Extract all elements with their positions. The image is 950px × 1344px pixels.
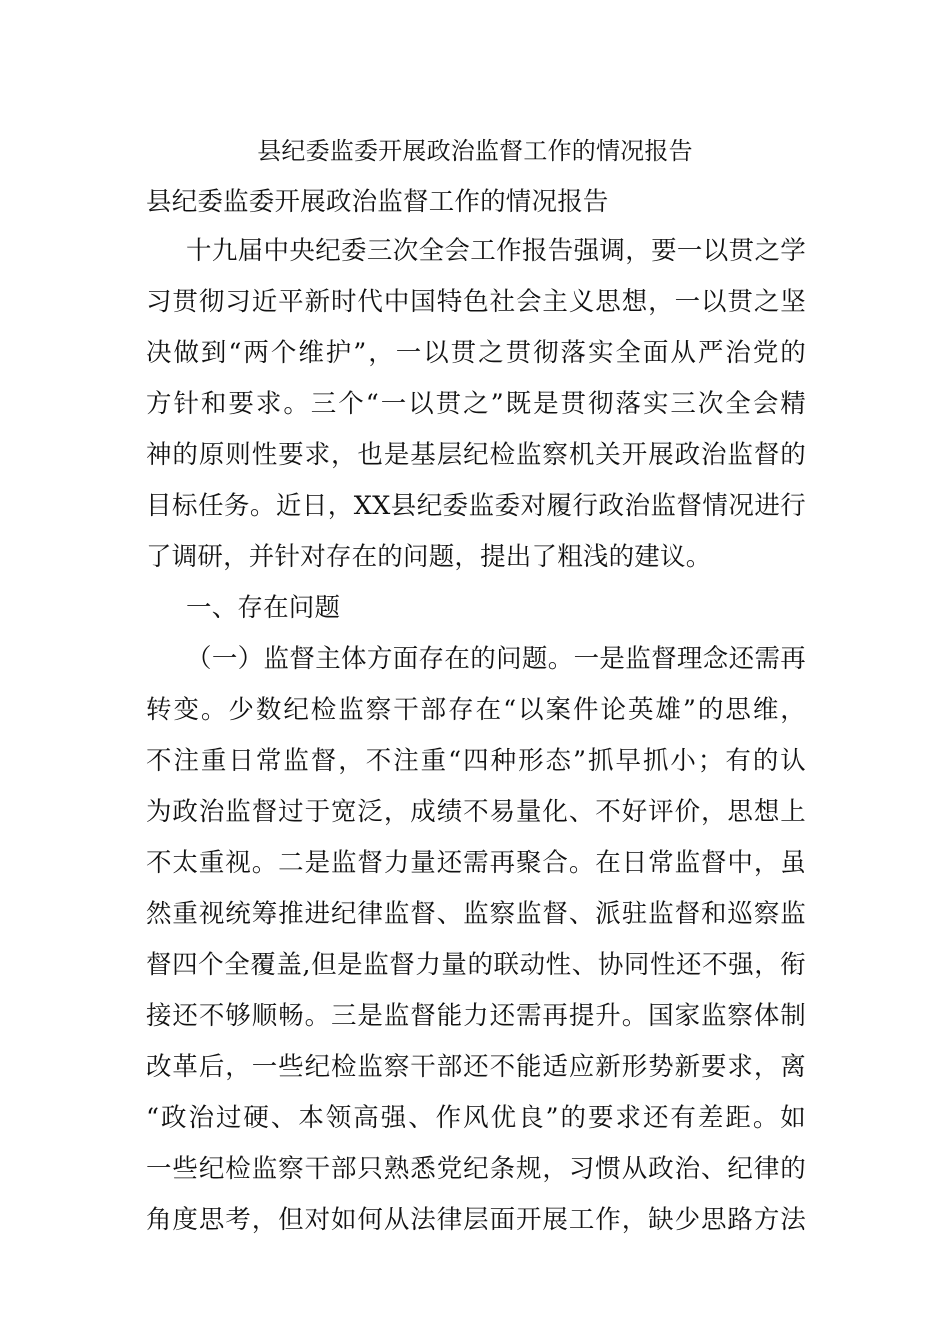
paragraph-line: 不太重视。二是监督力量还需再聚合。在日常监督中，虽: [146, 848, 806, 878]
paragraph-line: 一些纪检监察干部只熟悉党纪条规，习惯从政治、纪律的: [146, 1154, 806, 1184]
paragraph-line: 改革后，一些纪检监察干部还不能适应新形势新要求，离: [146, 1052, 806, 1082]
document-subtitle: 县纪委监委开展政治监督工作的情况报告: [146, 187, 609, 217]
section-heading: 一、存在问题: [186, 593, 341, 623]
paragraph-line: 不注重日常监督，不注重“四种形态”抓早抓小；有的认: [146, 746, 806, 776]
paragraph-line: 角度思考，但对如何从法律层面开展工作，缺少思路方法: [146, 1205, 806, 1235]
paragraph-line: 为政治监督过于宽泛，成绩不易量化、不好评价，思想上: [146, 797, 806, 827]
paragraph-line: 接还不够顺畅。三是监督能力还需再提升。国家监察体制: [146, 1001, 806, 1031]
paragraph-line: 方针和要求。三个“一以贯之”既是贯彻落实三次全会精: [146, 389, 806, 419]
paragraph-line: 然重视统筹推进纪律监督、监察监督、派驻监督和巡察监: [146, 899, 806, 929]
paragraph-line: 督四个全覆盖,但是监督力量的联动性、协同性还不强，衔: [146, 950, 806, 980]
paragraph-line: 目标任务。近日，XX县纪委监委对履行政治监督情况进行: [146, 491, 806, 521]
paragraph-line: 十九届中央纪委三次全会工作报告强调，要一以贯之学: [186, 236, 806, 266]
paragraph-line: （一）监督主体方面存在的问题。一是监督理念还需再: [186, 644, 806, 674]
page-title: 县纪委监委开展政治监督工作的情况报告: [257, 137, 693, 165]
paragraph-line: 转变。少数纪检监察干部存在“以案件论英雄”的思维，: [146, 695, 806, 725]
paragraph-line: 决做到“两个维护”，一以贯之贯彻落实全面从严治党的: [146, 338, 806, 368]
paragraph-line: “政治过硬、本领高强、作风优良”的要求还有差距。如: [146, 1103, 806, 1133]
paragraph-line: 了调研，并针对存在的问题，提出了粗浅的建议。: [146, 542, 712, 572]
paragraph-line: 神的原则性要求，也是基层纪检监察机关开展政治监督的: [146, 440, 806, 470]
paragraph-line: 习贯彻习近平新时代中国特色社会主义思想，一以贯之坚: [146, 287, 806, 317]
